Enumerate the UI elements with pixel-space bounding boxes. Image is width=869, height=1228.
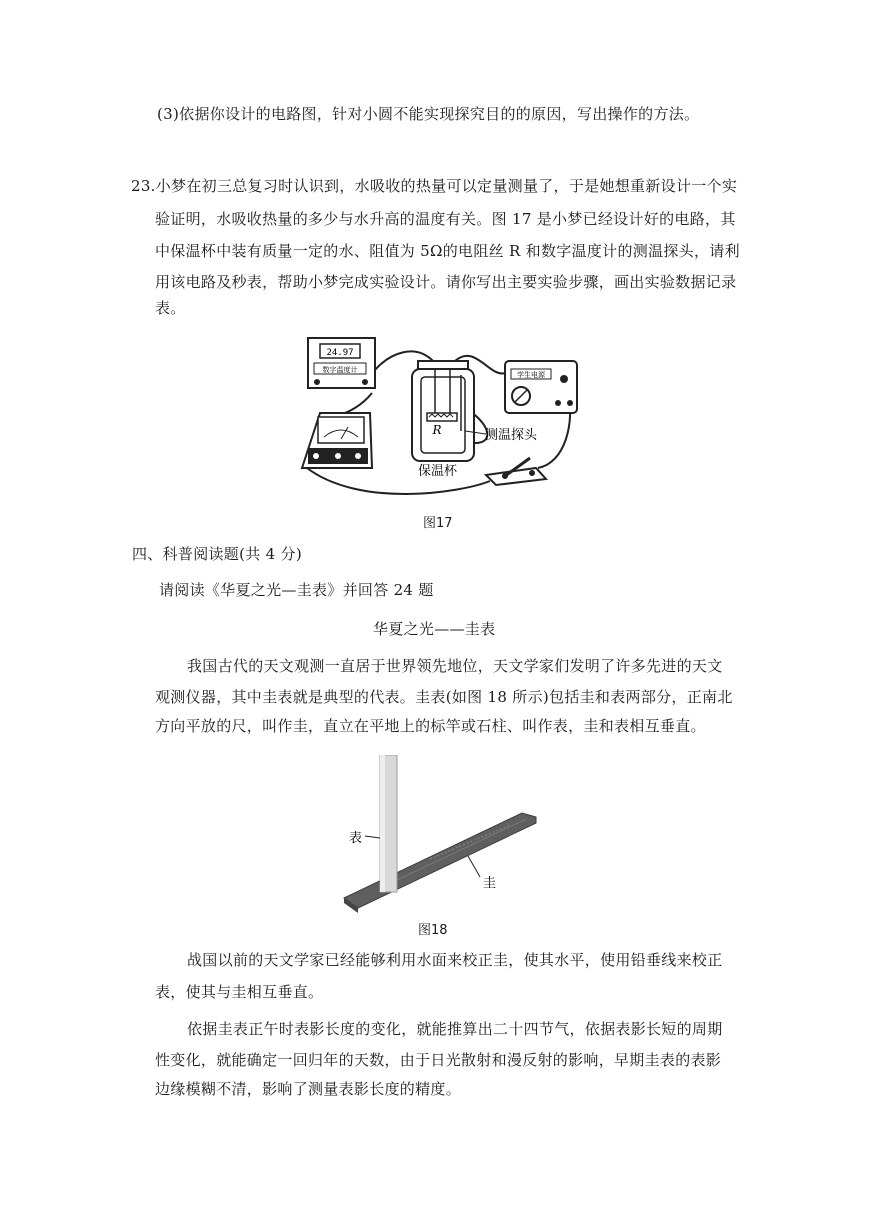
question-23-line-2: 验证明，水吸收热量的多少与水升高的温度有关。图 17 是小梦已经设计好的电路，其 bbox=[155, 210, 736, 228]
power-supply bbox=[505, 361, 577, 413]
question-23-line-5: 表。 bbox=[155, 299, 186, 317]
ammeter bbox=[302, 413, 372, 468]
para-3-line-2: 性变化，就能确定一回归年的天数，由于日光散射和漫反射的影响，早期圭表的表影 bbox=[155, 1051, 722, 1069]
article-title: 华夏之光——圭表 bbox=[373, 620, 496, 638]
biao-label: 表 bbox=[349, 831, 363, 846]
figure-18-guibiao bbox=[340, 755, 540, 915]
digital-thermometer bbox=[308, 338, 375, 388]
question-23-line-4: 用该电路及秒表，帮助小梦完成实验设计。请你写出主要实验步骤，画出实验数据记录 bbox=[155, 273, 737, 291]
para-1-line-3: 方向平放的尺，叫作圭，直立在平地上的标竿或石柱、叫作表，圭和表相互垂直。 bbox=[155, 717, 706, 735]
question-23-line-1: 23.小梦在初三总复习时认识到，水吸收的热量可以定量测量了，于是她想重新设计一个实 bbox=[131, 177, 738, 195]
para-3-line-3: 边缘模糊不清，影响了测量表影长度的精度。 bbox=[155, 1080, 462, 1098]
question-22-part-3: (3)依据你设计的电路图，针对小圆不能实现探究目的的原因，写出操作的方法。 bbox=[157, 105, 700, 123]
cup-label: 保温杯 bbox=[418, 464, 458, 479]
para-2-line-1: 战国以前的天文学家已经能够利用水面来校正圭，使其水平，使用铅垂线来校正 bbox=[187, 951, 723, 969]
thermometer-reading: 24.97 bbox=[326, 348, 354, 358]
para-2-line-2: 表，使其与圭相互垂直。 bbox=[155, 983, 324, 1001]
question-23-line-3: 中保温杯中装有质量一定的水、阻值为 5Ω的电阻丝 R 和数字温度计的测温探头，请利 bbox=[155, 242, 740, 260]
section-4-intro: 请阅读《华夏之光—圭表》并回答 24 题 bbox=[159, 581, 434, 599]
section-4-heading: 四、科普阅读题(共 4 分) bbox=[132, 545, 302, 563]
resistor-label: R bbox=[432, 423, 442, 437]
power-supply-label: 学生电源 bbox=[517, 371, 545, 379]
para-1-line-1: 我国古代的天文观测一直居于世界领先地位，天文学家们发明了许多先进的天文 bbox=[187, 657, 723, 675]
para-1-line-2: 观测仪器，其中圭表就是典型的代表。圭表(如图 18 所示)包括圭和表两部分，正南北 bbox=[155, 688, 733, 706]
figure-17-caption: 图17 bbox=[423, 516, 453, 531]
switch bbox=[486, 458, 546, 485]
probe-label: 测温探头 bbox=[485, 428, 538, 443]
thermometer-label: 数字温度计 bbox=[322, 366, 358, 374]
figure-18-caption: 图18 bbox=[418, 923, 448, 938]
thermos-cup bbox=[412, 361, 486, 461]
gui-ruler bbox=[344, 813, 536, 908]
para-3-line-1: 依据圭表正午时表影长度的变化，就能推算出二十四节气，依据表影长短的周期 bbox=[187, 1020, 723, 1038]
figure-17-circuit bbox=[300, 333, 592, 513]
gui-label: 圭 bbox=[483, 876, 497, 891]
